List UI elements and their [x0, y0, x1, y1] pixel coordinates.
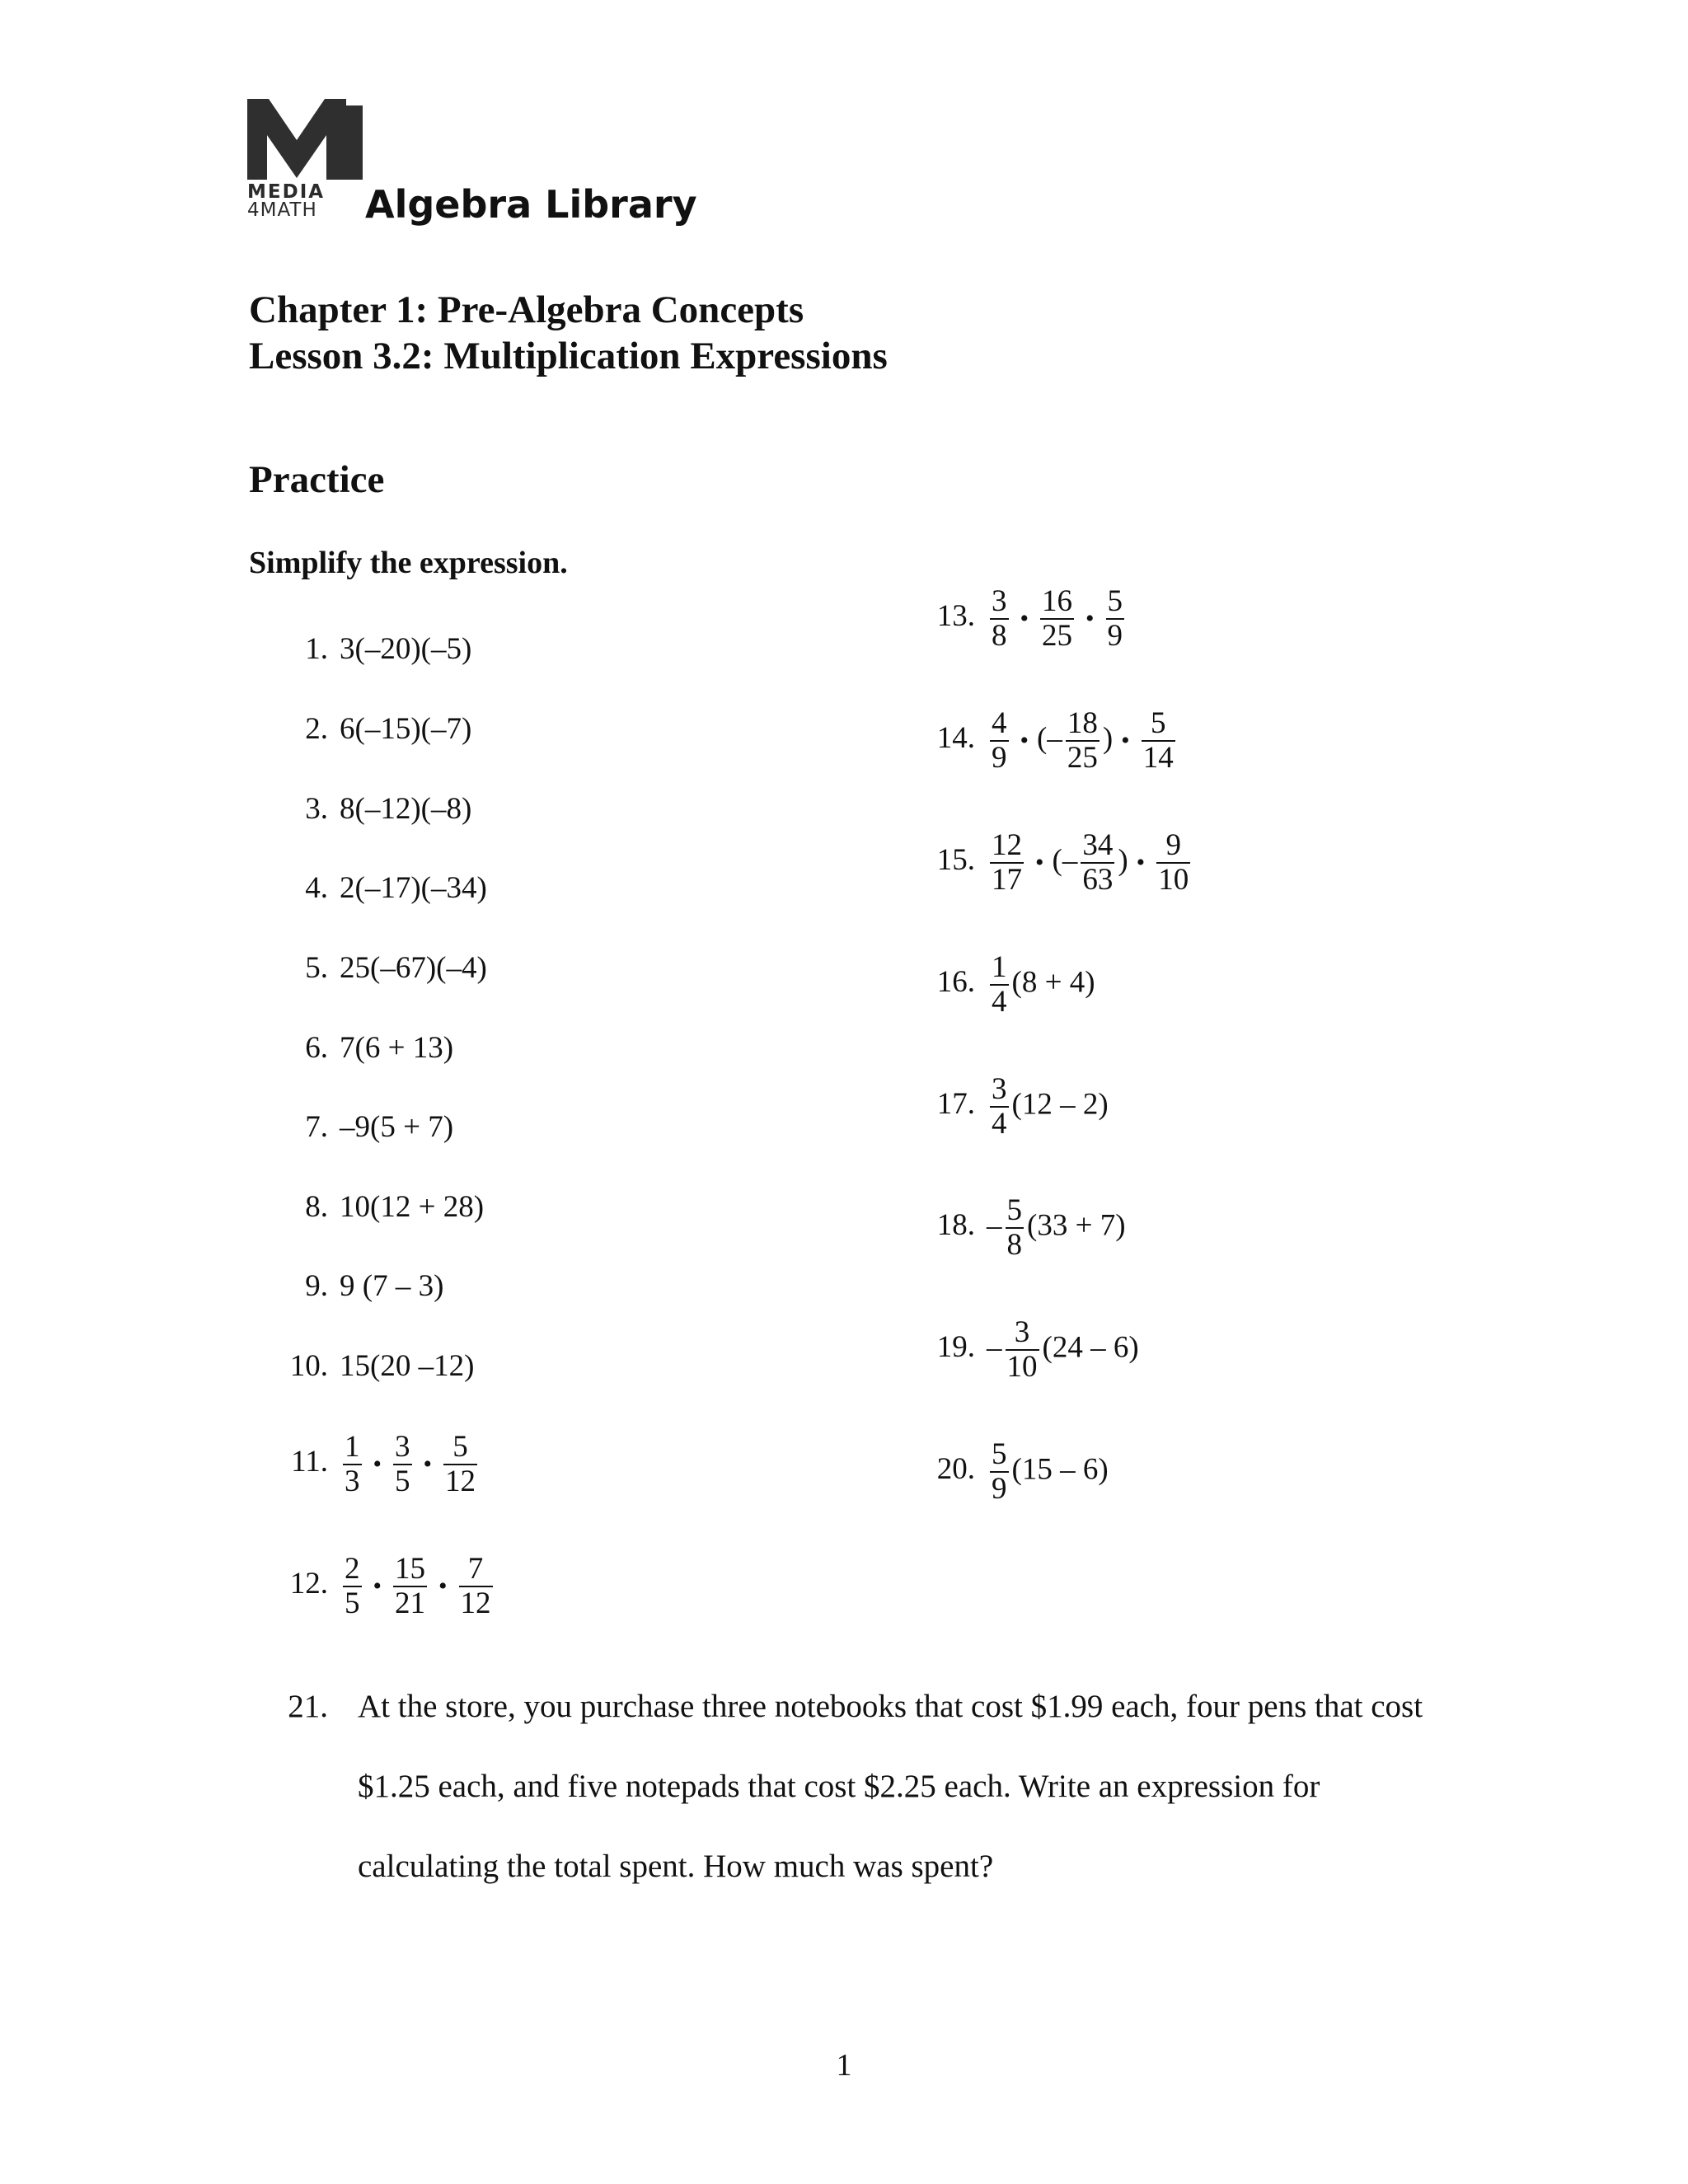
- denominator: 25: [1067, 741, 1098, 775]
- denominator: 63: [1082, 863, 1114, 897]
- problem-12: [269, 1553, 496, 1620]
- denominator: 5: [395, 1465, 410, 1498]
- denominator: 25: [1042, 619, 1073, 653]
- numerator: 3: [1006, 1316, 1039, 1351]
- close-paren: ): [1118, 843, 1128, 878]
- problem-13: [919, 585, 1128, 653]
- problem-number: 18.: [936, 1208, 975, 1243]
- problem-20: [919, 1438, 1109, 1506]
- problem-16: [919, 951, 1095, 1019]
- word-problem-21: [269, 1666, 1464, 1906]
- fraction: [1156, 829, 1190, 897]
- problem-number: 9.: [305, 1269, 328, 1303]
- problem-number: 1.: [305, 632, 328, 666]
- denominator: 8: [1006, 1228, 1022, 1262]
- numerator: 4: [992, 706, 1007, 740]
- problem-number: 21.: [288, 1689, 328, 1724]
- problem-18: [919, 1194, 1126, 1262]
- fraction: [990, 1073, 1009, 1141]
- problem-8: [269, 1188, 484, 1226]
- problem-expression: 8(–12)(–8): [340, 792, 472, 826]
- numerator: 5: [992, 1437, 1007, 1471]
- numerator: 5: [1006, 1193, 1022, 1227]
- problem-3: [269, 790, 471, 828]
- fraction: [393, 1431, 412, 1498]
- numerator: 12: [992, 828, 1022, 862]
- fraction: [459, 1553, 493, 1620]
- negative-sign: –: [987, 1208, 1002, 1243]
- numerator: 1: [992, 950, 1007, 984]
- problem-number: 6.: [305, 1031, 328, 1065]
- problem-19: [919, 1316, 1139, 1384]
- problem-expression: –9(5 + 7): [340, 1110, 454, 1144]
- problem-expression-rest: (8 + 4): [1011, 965, 1095, 1000]
- fraction: [990, 707, 1009, 775]
- denominator: 14: [1142, 741, 1174, 775]
- numerator: 3: [992, 1072, 1007, 1106]
- multiply-dot: •: [1020, 727, 1029, 754]
- problem-5: [269, 949, 487, 987]
- fraction: [990, 951, 1009, 1019]
- fraction: [1106, 585, 1125, 653]
- numerator: 9: [1156, 829, 1190, 864]
- denominator: 8: [992, 619, 1007, 653]
- denominator: 9: [1107, 619, 1123, 653]
- problem-number: 10.: [289, 1349, 328, 1383]
- problem-number: 15.: [936, 843, 975, 878]
- problem-6: [269, 1029, 453, 1067]
- denominator: 10: [1158, 863, 1189, 897]
- problem-number: 14.: [936, 721, 975, 756]
- multiply-dot: •: [373, 1572, 382, 1600]
- negative-sign: –: [987, 1330, 1002, 1365]
- numerator: 1: [345, 1430, 360, 1464]
- denominator: 12: [445, 1465, 476, 1498]
- logo-word-media: MEDIA: [247, 181, 326, 203]
- lesson-line: Lesson 3.2: Multiplication Expressions: [249, 335, 888, 377]
- problem-expression: 3(–20)(–5): [340, 632, 472, 666]
- numerator: 3: [395, 1430, 410, 1464]
- problem-number: 8.: [305, 1190, 328, 1224]
- problem-expression: 15(20 –12): [340, 1349, 475, 1383]
- problem-number: 20.: [936, 1452, 975, 1487]
- fraction: [1081, 829, 1114, 897]
- numerator: 5: [443, 1431, 477, 1465]
- numerator: 16: [1042, 584, 1073, 618]
- fraction: [1006, 1316, 1039, 1384]
- denominator: 9: [992, 1472, 1007, 1506]
- fraction: [343, 1431, 362, 1498]
- denominator: 17: [992, 863, 1022, 897]
- problem-17: [919, 1073, 1109, 1141]
- page-number: 1: [836, 2048, 852, 2083]
- multiply-dot: •: [1020, 605, 1029, 632]
- problem-expression-rest: (24 – 6): [1042, 1330, 1139, 1365]
- multiply-dot: •: [1085, 605, 1095, 632]
- numerator: 3: [992, 584, 1007, 618]
- denominator: 9: [992, 741, 1007, 775]
- denominator: 4: [992, 985, 1007, 1019]
- problem-1: [269, 630, 471, 668]
- logo-word-4math: 4MATH: [247, 199, 317, 221]
- problem-number: 12.: [289, 1567, 328, 1601]
- denominator: 5: [345, 1586, 360, 1620]
- fraction: [393, 1553, 427, 1620]
- multiply-dot: •: [423, 1451, 433, 1478]
- problem-4: [269, 869, 487, 907]
- numerator: 18: [1067, 706, 1098, 740]
- problem-7: [269, 1108, 453, 1146]
- numerator: 5: [1107, 584, 1123, 618]
- problem-number: 19.: [936, 1330, 975, 1365]
- problem-expression: 6(–15)(–7): [340, 712, 472, 746]
- m4-logo-mark: [247, 97, 363, 180]
- open-paren: (–: [1037, 721, 1062, 756]
- multiply-dot: •: [1136, 849, 1146, 876]
- denominator: 10: [1006, 1350, 1038, 1384]
- problem-number: 4.: [305, 871, 328, 905]
- problem-9: [269, 1268, 443, 1305]
- fraction: [1006, 1194, 1025, 1262]
- multiply-dot: •: [438, 1572, 448, 1600]
- fraction: [1066, 707, 1100, 775]
- instruction-text: Simplify the expression.: [249, 546, 568, 580]
- numerator: 15: [395, 1552, 426, 1586]
- fraction: [990, 1438, 1009, 1506]
- denominator: 3: [345, 1465, 360, 1498]
- fraction: [990, 585, 1009, 653]
- problem-15: [919, 829, 1193, 897]
- problem-number: 17.: [936, 1087, 975, 1122]
- denominator: 4: [992, 1107, 1007, 1141]
- fraction: [443, 1431, 477, 1498]
- logo-wordmark: [247, 183, 363, 219]
- numerator: 5: [1142, 707, 1175, 742]
- denominator: 21: [395, 1586, 426, 1620]
- problem-14: [919, 707, 1179, 775]
- problem-number: 2.: [305, 712, 328, 746]
- multiply-dot: •: [1035, 849, 1044, 876]
- problem-10: [269, 1347, 474, 1385]
- fraction: [1142, 707, 1175, 775]
- problem-number: 13.: [936, 599, 975, 634]
- fraction: [990, 829, 1024, 897]
- word-problem-text: At the store, you purchase three notebooks that cost $1.99 each, four pens that cost $1.25 each, and five notepads that cost $2.25 each. Write an expression for calculating the total spent. How much was spent?: [358, 1689, 1423, 1884]
- problem-expression: 7(6 + 13): [340, 1031, 454, 1065]
- problem-expression-rest: (33 + 7): [1027, 1208, 1126, 1243]
- section-title: Practice: [249, 458, 385, 501]
- problem-expression: 9 (7 – 3): [340, 1269, 444, 1303]
- problem-number: 11.: [291, 1445, 328, 1479]
- multiply-dot: •: [373, 1451, 382, 1478]
- library-title: Algebra Library: [365, 182, 697, 227]
- numerator: 7: [459, 1553, 493, 1587]
- problem-expression: 2(–17)(–34): [340, 871, 487, 905]
- numerator: 34: [1082, 828, 1114, 862]
- fraction: [343, 1553, 362, 1620]
- chapter-line: Chapter 1: Pre-Algebra Concepts: [249, 288, 804, 331]
- chapter-heading: [249, 287, 888, 379]
- problem-expression-rest: (12 – 2): [1011, 1087, 1109, 1122]
- open-paren: (–: [1052, 843, 1078, 878]
- problem-number: 3.: [305, 792, 328, 826]
- problem-number: 5.: [305, 951, 328, 985]
- problem-number: 16.: [936, 965, 975, 1000]
- fraction: [1040, 585, 1074, 653]
- denominator: 12: [460, 1586, 491, 1620]
- numerator: 2: [345, 1552, 360, 1586]
- problem-number: 7.: [305, 1110, 328, 1144]
- multiply-dot: •: [1121, 727, 1130, 754]
- problem-expression: 25(–67)(–4): [340, 951, 487, 985]
- close-paren: ): [1102, 721, 1114, 756]
- problem-2: [269, 710, 471, 748]
- problem-expression: 10(12 + 28): [340, 1190, 485, 1224]
- problem-expression-rest: (15 – 6): [1011, 1452, 1109, 1487]
- problem-11: [269, 1431, 481, 1498]
